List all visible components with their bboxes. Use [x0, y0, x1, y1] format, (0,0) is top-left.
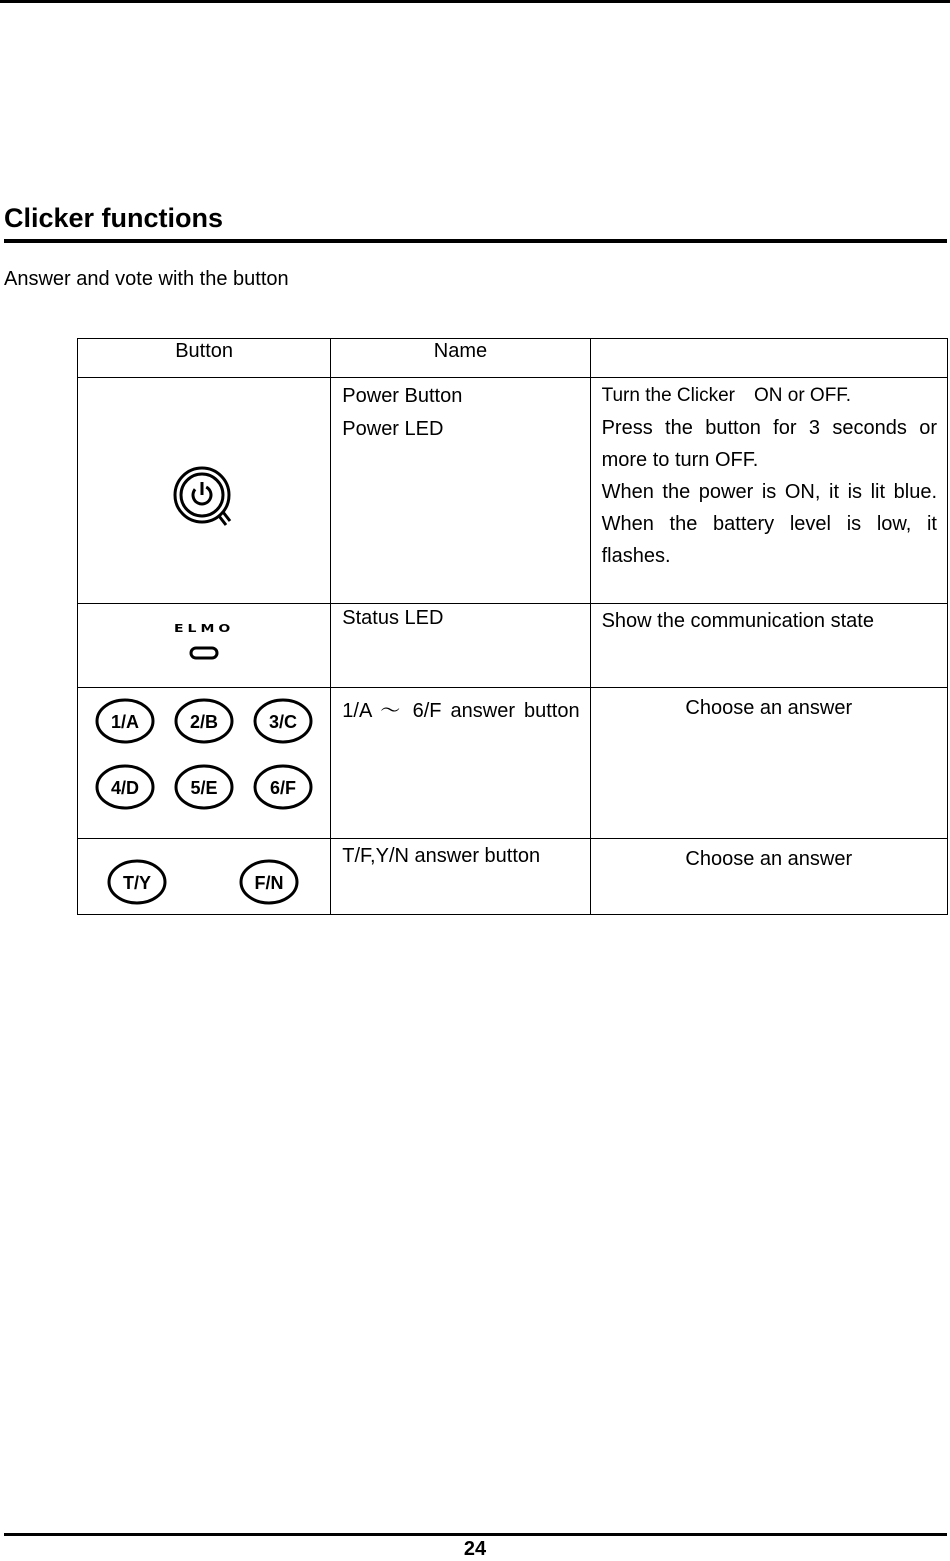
button-cell: [78, 688, 331, 839]
table-row: [78, 604, 948, 688]
section-title: Clicker functions: [4, 203, 224, 233]
name-power-button: Power Button: [342, 385, 463, 407]
status-led-icon: [189, 646, 219, 660]
table-row: [78, 839, 948, 915]
description-cell: [590, 839, 947, 915]
description-cell: [590, 378, 947, 604]
header-description: [590, 339, 947, 378]
title-underline: [4, 239, 947, 243]
key-3c-label: 3/C: [268, 712, 297, 732]
header-name: Name: [331, 339, 590, 378]
power-desc-1: Turn the Clicker ON or OFF.: [601, 385, 852, 406]
key-6f-label: 6/F: [269, 778, 296, 798]
name-status-led: Status LED: [342, 607, 444, 629]
answer-keypad-icon: [78, 688, 330, 820]
header-button: Button: [78, 339, 331, 378]
intro-text: Answer and vote with the button: [4, 268, 289, 290]
button-cell: [78, 604, 331, 688]
name-cell: [331, 604, 590, 688]
top-rule: [0, 0, 950, 3]
page-number: 24: [463, 1538, 487, 1560]
name-cell: [331, 378, 590, 604]
key-4d-label: 4/D: [111, 778, 140, 798]
table-row: [78, 378, 948, 604]
name-power-led: Power LED: [342, 418, 444, 440]
key-2b-label: 2/B: [190, 712, 219, 732]
key-fn-label: F/N: [254, 873, 284, 893]
key-1a-label: 1/A: [111, 712, 140, 732]
button-cell: [78, 839, 331, 915]
clicker-functions-table: [77, 338, 948, 915]
tf-yn-desc: Choose an answer: [685, 848, 853, 870]
description-cell: [590, 688, 947, 839]
button-cell: [78, 378, 331, 604]
tf-yn-keys-icon: [78, 839, 330, 905]
answer-desc: Choose an answer: [685, 697, 853, 719]
name-answer-buttons: 1/A ～ 6/F answer button: [342, 700, 580, 722]
name-tf-yn-button: T/F,Y/N answer button: [342, 845, 541, 867]
footer-rule: [4, 1533, 947, 1536]
power-desc-3: When the power is ON, it is lit blue. When the battery level is low, it flashes.: [601, 480, 937, 567]
power-desc-2: Press the button for 3 seconds or more to turn OFF.: [601, 416, 937, 471]
key-5e-label: 5/E: [190, 778, 218, 798]
status-desc: Show the communication state: [601, 610, 874, 632]
description-cell: [590, 604, 947, 688]
key-ty-label: T/Y: [122, 873, 152, 893]
name-cell: [331, 688, 590, 839]
name-cell: [331, 839, 590, 915]
power-button-icon: [169, 462, 239, 532]
elmo-logo: ELMO: [173, 623, 235, 635]
table-row: [78, 688, 948, 839]
table-header-row: [78, 339, 948, 378]
